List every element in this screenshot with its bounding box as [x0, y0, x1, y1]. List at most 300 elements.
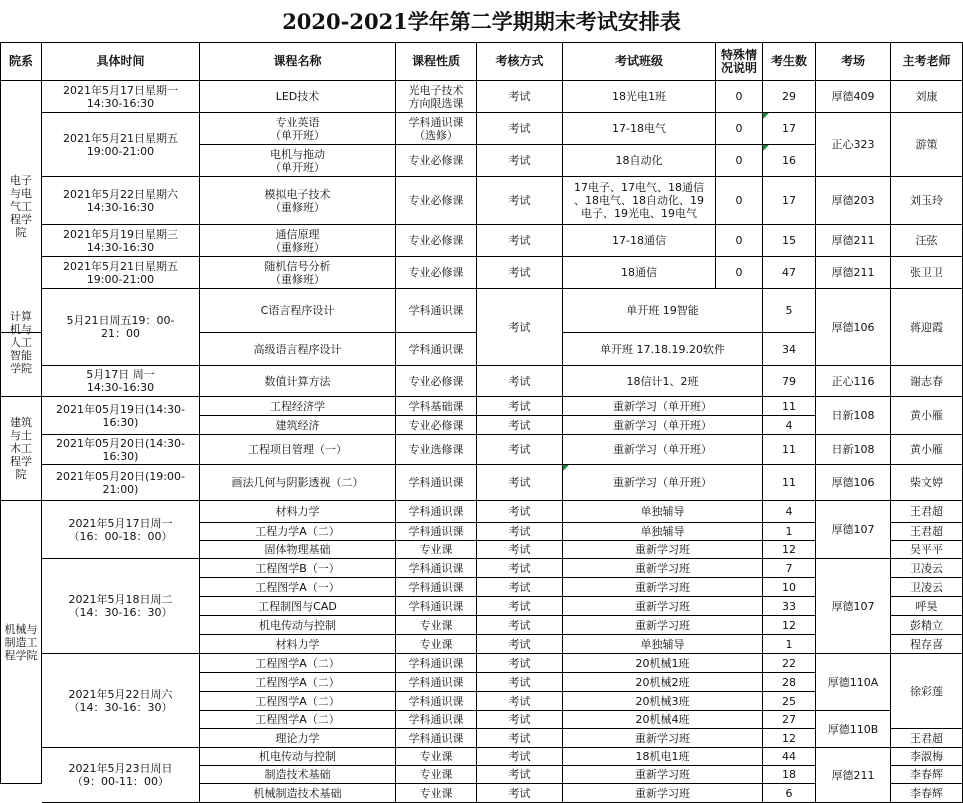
cell-text: 厚德107 [831, 523, 875, 536]
cell-text: 考试 [508, 90, 531, 103]
cell-text: 工程图学A（二） [255, 694, 340, 708]
cell-text: 王君超 [910, 505, 943, 518]
cell-time [42, 257, 200, 289]
cell-text: 考试 [508, 443, 531, 456]
cell-text: 44 [782, 750, 796, 763]
cell-text: 学科通识课 [408, 694, 464, 708]
cell-count [763, 81, 816, 113]
cell-text: 17 [782, 194, 796, 207]
cell-nature [396, 435, 477, 465]
cell-text: 学科通识课 [408, 342, 464, 356]
cell-text: 5月17日 周一 14:30-16:30 [86, 368, 155, 394]
cell-text: 11 [782, 399, 796, 413]
cell-method [477, 177, 563, 225]
cell-text: 考试 [508, 266, 531, 279]
cell-text: 专业必修课 [408, 374, 464, 388]
cell-course [200, 257, 396, 289]
cell-text: 专业课 [419, 543, 453, 556]
cell-time [42, 177, 200, 225]
cell-text: 高级语言程序设计 [253, 342, 342, 356]
cell-method [477, 729, 563, 748]
cell-class [563, 257, 716, 289]
cell-text: 机械与 制造工 程学院 [4, 622, 38, 662]
cell-text: 专业必修课 [408, 234, 464, 247]
cell-method [477, 597, 563, 616]
cell-count [763, 578, 816, 597]
cell-text: 单独辅导 [640, 525, 685, 538]
cell-text: 4 [785, 505, 793, 518]
cell-text: 汪弦 [915, 234, 938, 247]
cell-text: 考试 [508, 750, 531, 763]
cell-course [200, 692, 396, 711]
cell-text: 日新108 [831, 443, 875, 456]
cell-text: 学科通识课 [408, 505, 464, 518]
cell-text: 蒋迎霞 [910, 320, 943, 334]
cell-special [716, 145, 763, 177]
cell-time [42, 366, 200, 397]
cell-text: 谢志春 [910, 374, 943, 388]
cell-class [563, 416, 763, 435]
cell-nature [396, 748, 477, 766]
cell-text: 79 [782, 374, 796, 388]
cell-class [563, 366, 763, 397]
cell-nature [396, 711, 477, 729]
cell-text: 考试 [508, 656, 531, 670]
cell-text: 专业必修课 [408, 154, 464, 167]
cell-teacher [891, 177, 963, 225]
cell-teacher [891, 523, 963, 541]
cell-nature [396, 597, 477, 616]
cell-class [563, 465, 763, 501]
cell-count [763, 523, 816, 541]
cell-text: 2021年5月23日周日 （9：00-11：00） [68, 762, 173, 788]
cell-teacher [891, 366, 963, 397]
cell-text: 专业课 [419, 786, 453, 800]
cell-text: 专业必修课 [408, 194, 464, 207]
cell-text: 0 [735, 122, 743, 135]
cell-time [42, 748, 200, 803]
cell-text: 固体物理基础 [264, 543, 331, 556]
cell-text: 20机械1班 [635, 656, 690, 670]
cell-text: 重新学习（单开班） [613, 443, 712, 456]
cell-text: 正心323 [831, 138, 875, 151]
cell-count [763, 559, 816, 578]
cell-text: 考试 [508, 122, 531, 135]
cell-text: 专业课 [419, 618, 453, 632]
cell-class [563, 729, 763, 748]
cell-text: 工程图学B（一） [255, 561, 340, 575]
cell-text: 重新学习班 [635, 786, 690, 800]
cell-method [477, 81, 563, 113]
cell-text: 20机械2班 [635, 675, 690, 689]
cell-text: 重新学习（单开班） [613, 476, 712, 489]
cell-dept [0, 397, 42, 501]
cell-text: 18光电1班 [612, 90, 666, 103]
cell-count [763, 435, 816, 465]
cell-class [563, 177, 716, 225]
cell-method [477, 435, 563, 465]
cell-text: 11 [782, 443, 796, 456]
cell-text: 制造技术基础 [264, 768, 331, 781]
cell-text: 2021年5月19日星期三 14:30-16:30 [63, 227, 178, 254]
cell-room [816, 748, 891, 803]
cell-count [763, 397, 816, 416]
cell-text: 刘玉玲 [910, 194, 943, 207]
cell-teacher [891, 465, 963, 501]
cell-text: 考试 [508, 599, 531, 613]
cell-text: 重新学习班 [635, 580, 690, 594]
cell-text: 重新学习班 [635, 618, 690, 632]
cell-teacher [891, 654, 963, 729]
cell-text: 学科通识课 [408, 656, 464, 670]
cell-teacher [891, 257, 963, 289]
cell-nature [396, 465, 477, 501]
cell-text: 工程图学A（二） [255, 713, 340, 726]
cell-method [477, 784, 563, 803]
cell-course [200, 397, 396, 416]
cell-text: 47 [782, 266, 796, 279]
cell-count [763, 416, 816, 435]
cell-time [42, 559, 200, 654]
cell-text: 11 [782, 476, 796, 489]
cell-method [477, 501, 563, 523]
cell-teacher [891, 766, 963, 784]
cell-text: 0 [735, 90, 743, 103]
cell-room [816, 435, 891, 465]
cell-nature [396, 177, 477, 225]
cell-text: 0 [735, 266, 743, 279]
cell-count [763, 654, 816, 673]
cell-course [200, 729, 396, 748]
cell-text: 学科通识课 [408, 561, 464, 575]
cell-method [477, 578, 563, 597]
cell-class [563, 766, 763, 784]
cell-text: 重新学习班 [635, 731, 690, 745]
cell-text: 张卫卫 [910, 266, 943, 279]
cell-text: 学科通识课 [408, 731, 464, 745]
cell-nature [396, 578, 477, 597]
cell-text: 电子 与电 气工 程学 院 [10, 174, 32, 239]
cell-nature [396, 523, 477, 541]
cell-class [563, 145, 716, 177]
cell-text: 1 [785, 637, 793, 651]
cell-nature [396, 654, 477, 673]
cell-time [42, 225, 200, 257]
cell-nature [396, 113, 477, 145]
cell-special [716, 225, 763, 257]
cell-text: 29 [782, 90, 796, 103]
cell-text: 22 [782, 656, 796, 670]
cell-nature [396, 541, 477, 559]
cell-text: 18信计1、2班 [626, 374, 699, 388]
cell-time [42, 654, 200, 748]
cell-course [200, 541, 396, 559]
cell-text: 建筑经济 [275, 418, 320, 432]
header-time: 具体时间 [42, 42, 200, 81]
cell-course [200, 333, 396, 366]
cell-text: 专业英语 （单开班） [270, 115, 325, 142]
cell-room [816, 289, 891, 366]
cell-text: 考试 [508, 234, 531, 247]
cell-text: 呼昊 [915, 599, 938, 613]
cell-nature [396, 784, 477, 803]
cell-text: 专业课 [419, 750, 453, 763]
cell-text: 考试 [508, 675, 531, 689]
cell-text: 2021年5月22日周六 （14：30-16：30） [68, 687, 173, 714]
cell-text: 通信原理 （重修班） [270, 227, 325, 254]
cell-nature [396, 635, 477, 654]
cell-course [200, 654, 396, 673]
header-course: 课程名称 [200, 42, 396, 81]
cell-text: 12 [782, 543, 796, 556]
cell-room [816, 654, 891, 711]
cell-class [563, 501, 763, 523]
cell-text: 7 [785, 561, 793, 575]
cell-text: 考试 [508, 713, 531, 726]
cell-text: 机电传动与控制 [259, 750, 336, 763]
cell-method [477, 257, 563, 289]
cell-time [42, 289, 200, 366]
cell-count [763, 289, 816, 333]
cell-teacher [891, 729, 963, 748]
cell-course [200, 748, 396, 766]
cell-nature [396, 416, 477, 435]
cell-text: 吴平平 [910, 543, 943, 556]
cell-text: 材料力学 [275, 505, 320, 518]
cell-text: 学科通识课 [408, 675, 464, 689]
cell-text: 17电子、17电气、18通信 、18电气、18自动化、19 电子、19光电、19电气 [574, 181, 704, 220]
cell-course [200, 784, 396, 803]
cell-text: 12 [782, 731, 796, 745]
cell-text: 单独辅导 [640, 637, 685, 651]
cell-teacher [891, 635, 963, 654]
cell-teacher [891, 289, 963, 366]
cell-text: 考试 [508, 694, 531, 708]
cell-method [477, 465, 563, 501]
cell-text: 5月21日周五19：00- 21：00 [66, 314, 175, 340]
cell-class [563, 559, 763, 578]
cell-text: 考试 [508, 374, 531, 388]
cell-text: 考试 [508, 320, 531, 334]
cell-text: 2021年5月22日星期六 14:30-16:30 [63, 187, 178, 214]
cell-count [763, 597, 816, 616]
cell-class [563, 654, 763, 673]
cell-text: 厚德211 [831, 768, 875, 782]
cell-text: 2021年5月17日星期一 14:30-16:30 [63, 83, 178, 110]
cell-count [763, 145, 816, 177]
cell-nature [396, 559, 477, 578]
cell-text: 6 [785, 786, 793, 800]
cell-time [42, 113, 200, 177]
cell-count [763, 635, 816, 654]
cell-count [763, 177, 816, 225]
cell-room [816, 501, 891, 559]
cell-class [563, 616, 763, 635]
cell-class [563, 711, 763, 729]
cell-text: 18机电1班 [635, 750, 690, 763]
cell-text: 专业必修课 [408, 266, 464, 279]
cell-method [477, 692, 563, 711]
cell-text: 徐彩莲 [910, 684, 943, 698]
cell-time [42, 465, 200, 501]
cell-text: 计算 机与 人工 智能 学院 [10, 310, 32, 375]
cell-count [763, 729, 816, 748]
cell-method [477, 635, 563, 654]
cell-method [477, 673, 563, 692]
cell-text: 28 [782, 675, 796, 689]
cell-text: 数值计算方法 [264, 374, 331, 388]
cell-text: 考试 [508, 561, 531, 575]
cell-course [200, 559, 396, 578]
cell-text: 工程经济学 [270, 399, 325, 413]
cell-teacher [891, 559, 963, 578]
cell-count [763, 673, 816, 692]
cell-text: 2021年05月20日(19:00- 21:00) [56, 469, 185, 496]
cell-text: 画法几何与阴影透视（二） [231, 476, 364, 489]
cell-teacher [891, 748, 963, 766]
cell-text: 考试 [508, 731, 531, 745]
cell-text: 学科通识课 [408, 599, 464, 613]
cell-text: 厚德110A [827, 675, 879, 689]
cell-count [763, 465, 816, 501]
cell-text: 0 [735, 234, 743, 247]
cell-text: 考试 [508, 418, 531, 432]
cell-text: 学科通识课 [408, 476, 464, 489]
cell-method [477, 416, 563, 435]
cell-text: 17-18电气 [612, 122, 666, 135]
cell-count [763, 748, 816, 766]
cell-method [477, 289, 563, 366]
sheet-title: 2020-2021学年第二学期期末考试安排表 [282, 9, 681, 34]
cell-count [763, 766, 816, 784]
header-method: 考核方式 [477, 42, 563, 81]
cell-teacher [891, 616, 963, 635]
cell-text: 考试 [508, 154, 531, 167]
cell-text: 单独辅导 [640, 505, 685, 518]
cell-course [200, 616, 396, 635]
cell-room [816, 81, 891, 113]
exam-schedule-table [0, 42, 963, 803]
cell-text: C语言程序设计 [260, 304, 335, 317]
cell-method [477, 559, 563, 578]
cell-nature [396, 225, 477, 257]
cell-dept [0, 501, 42, 784]
cell-text: 17 [782, 122, 796, 135]
cell-text: 17-18通信 [612, 234, 666, 247]
cell-text: 考试 [508, 476, 531, 489]
header-teacher: 主考老师 [891, 42, 963, 81]
cell-text: 学科通识课 [408, 713, 464, 726]
cell-text: 学科通识课 [408, 580, 464, 594]
cell-room [816, 113, 891, 177]
cell-room [816, 465, 891, 501]
cell-nature [396, 333, 477, 366]
cell-text: 重新学习（单开班） [613, 418, 712, 432]
cell-text: 学科通识课 （选修） [408, 115, 464, 142]
cell-text: 15 [782, 234, 796, 247]
cell-text: 厚德106 [831, 320, 875, 334]
cell-text: 20机械3班 [635, 694, 690, 708]
cell-time [42, 81, 200, 113]
cell-text: 5 [785, 304, 793, 317]
cell-text: 2021年5月18日周二 （14：30-16：30） [68, 593, 173, 619]
cell-text: 王君超 [910, 731, 943, 745]
comment-marker-icon [763, 145, 769, 151]
cell-course [200, 113, 396, 145]
cell-room [816, 559, 891, 654]
cell-text: 机械制造技术基础 [253, 786, 342, 800]
cell-nature [396, 289, 477, 333]
cell-method [477, 366, 563, 397]
cell-teacher [891, 784, 963, 803]
cell-method [477, 654, 563, 673]
cell-course [200, 177, 396, 225]
cell-special [716, 81, 763, 113]
cell-class [563, 435, 763, 465]
cell-class [563, 692, 763, 711]
cell-nature [396, 366, 477, 397]
cell-special [716, 177, 763, 225]
cell-text: 18 [782, 768, 796, 781]
cell-text: 考试 [508, 637, 531, 651]
cell-text: 厚德211 [831, 266, 875, 279]
cell-text: 学科通识课 [408, 304, 464, 317]
cell-method [477, 748, 563, 766]
cell-room [816, 711, 891, 748]
cell-text: 重新学习班 [635, 768, 690, 781]
cell-text: 考试 [508, 786, 531, 800]
cell-text: 27 [782, 713, 796, 726]
cell-class [563, 113, 716, 145]
cell-nature [396, 692, 477, 711]
cell-text: 厚德211 [831, 234, 875, 247]
cell-course [200, 501, 396, 523]
cell-course [200, 225, 396, 257]
cell-nature [396, 729, 477, 748]
cell-text: 专业必修课 [408, 418, 464, 432]
cell-text: 0 [735, 154, 743, 167]
cell-text: 彭精立 [910, 618, 943, 632]
cell-course [200, 366, 396, 397]
cell-text: 黄小雁 [910, 409, 943, 422]
header-nature: 课程性质 [396, 42, 477, 81]
cell-text: 重新学习班 [635, 599, 690, 613]
cell-class [563, 81, 716, 113]
cell-text: 考试 [508, 618, 531, 632]
cell-class [563, 635, 763, 654]
cell-text: 2021年5月21日星期五 19:00-21:00 [63, 259, 178, 286]
cell-text: 正心116 [831, 374, 875, 388]
cell-text: 1 [785, 525, 793, 538]
cell-count [763, 711, 816, 729]
cell-course [200, 597, 396, 616]
cell-teacher [891, 578, 963, 597]
cell-text: 重新学习班 [635, 561, 690, 575]
cell-text: 工程图学A（二） [255, 656, 340, 670]
cell-method [477, 225, 563, 257]
cell-class [563, 541, 763, 559]
cell-class [563, 333, 763, 366]
cell-text: 单开班 17.18.19.20软件 [600, 342, 725, 356]
cell-count [763, 257, 816, 289]
cell-text: 重新学习（单开班） [613, 399, 712, 413]
comment-marker-icon [763, 113, 769, 119]
cell-teacher [891, 81, 963, 113]
cell-course [200, 465, 396, 501]
cell-nature [396, 766, 477, 784]
cell-room [816, 366, 891, 397]
cell-method [477, 397, 563, 416]
